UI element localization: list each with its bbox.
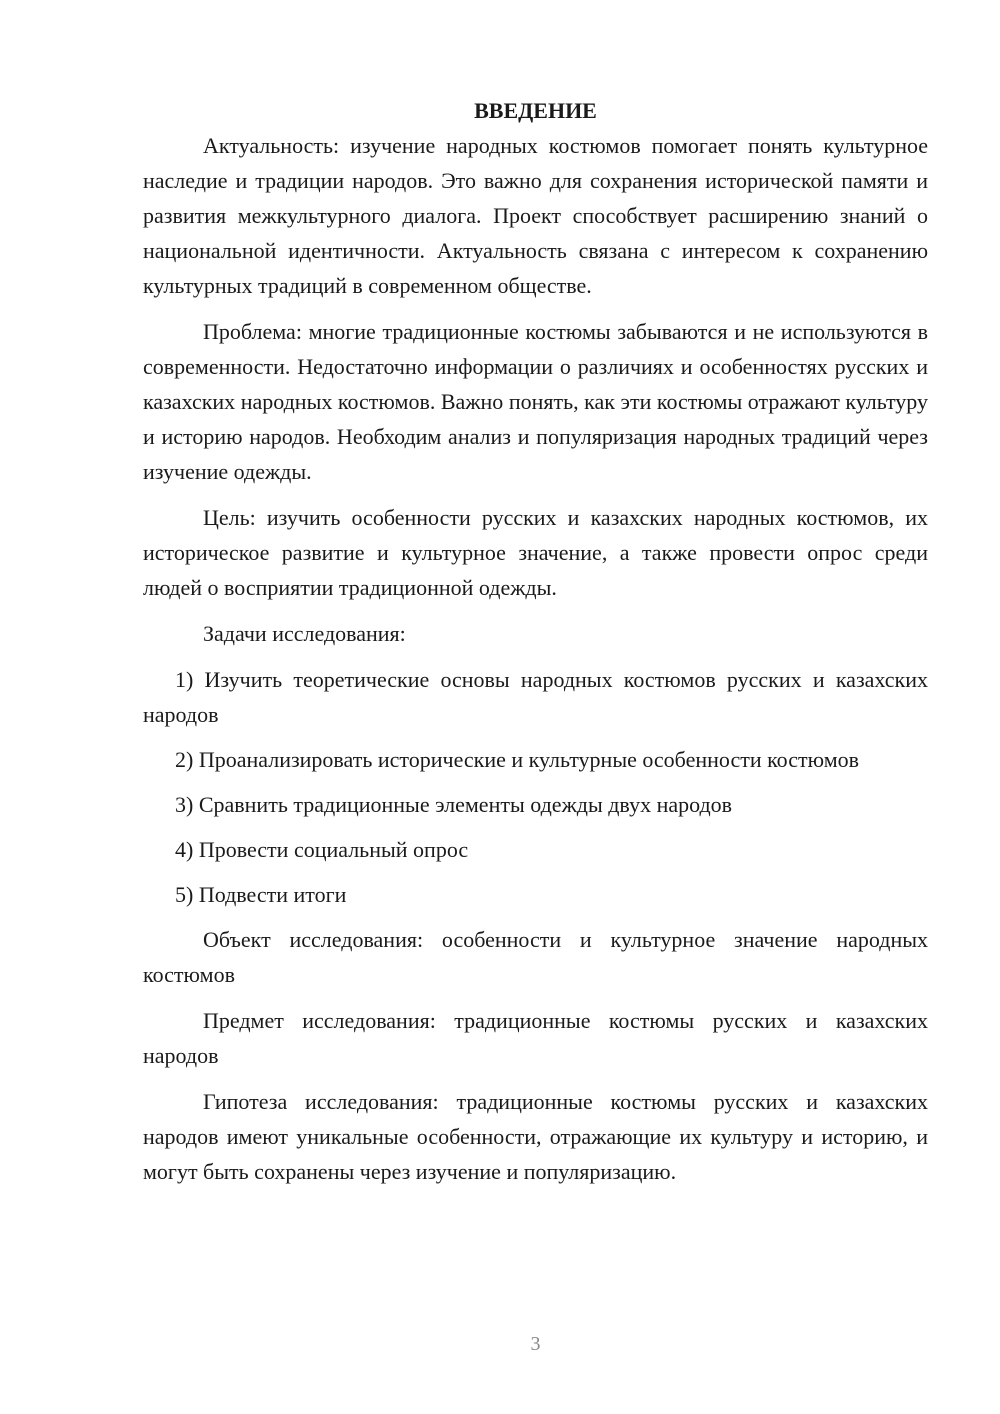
task-item-5: 5) Подвести итоги	[175, 882, 347, 907]
task-item-3: 3) Сравнить традиционные элементы одежды двух народов	[175, 792, 733, 817]
subject-paragraph: Предмет исследования: традиционные костюмы русских и казахских народов	[143, 1008, 928, 1068]
relevance-paragraph: Актуальность: изучение народных костюмов помогает понять культурное наследие и традиции народов. Это важно для сохранения исторической памяти и развития межкультурного диалога. Проект способствует расширению знаний о национальной идентичности. Актуальность связана с интересом к сохранению культурных традиций в современном обществе.	[143, 133, 928, 298]
goal-paragraph: Цель: изучить особенности русских и казахских народных костюмов, их историческое развитие и культурное значение, а также провести опрос среди людей о восприятии традиционной одежды.	[143, 505, 928, 600]
problem-paragraph: Проблема: многие традиционные костюмы забываются и не используются в современности. Недостаточно информации о различиях и особенностях русских и казахских народных костюмов. Важно понять, как эти костюмы отражают культуру и историю народов. Необходим анализ и популяризация народных традиций через изучение одежды.	[143, 319, 928, 484]
task-item-1: 1) Изучить теоретические основы народных костюмов русских и казахских народов	[143, 667, 928, 727]
task-item-4: 4) Провести социальный опрос	[175, 837, 469, 862]
document-page	[143, 94, 928, 1200]
object-paragraph: Объект исследования: особенности и культурное значение народных костюмов	[143, 927, 928, 987]
page-title: ВВЕДЕНИЕ	[474, 98, 597, 123]
hypothesis-paragraph: Гипотеза исследования: традиционные костюмы русских и казахских народов имеют уникальные особенности, отражающие их культуру и историю, и могут быть сохранены через изучение и популяризацию.	[143, 1089, 928, 1184]
tasks-heading: Задачи исследования:	[203, 621, 406, 646]
page-number: 3	[530, 1333, 541, 1355]
task-item-2: 2) Проанализировать исторические и культурные особенности костюмов	[175, 747, 860, 772]
